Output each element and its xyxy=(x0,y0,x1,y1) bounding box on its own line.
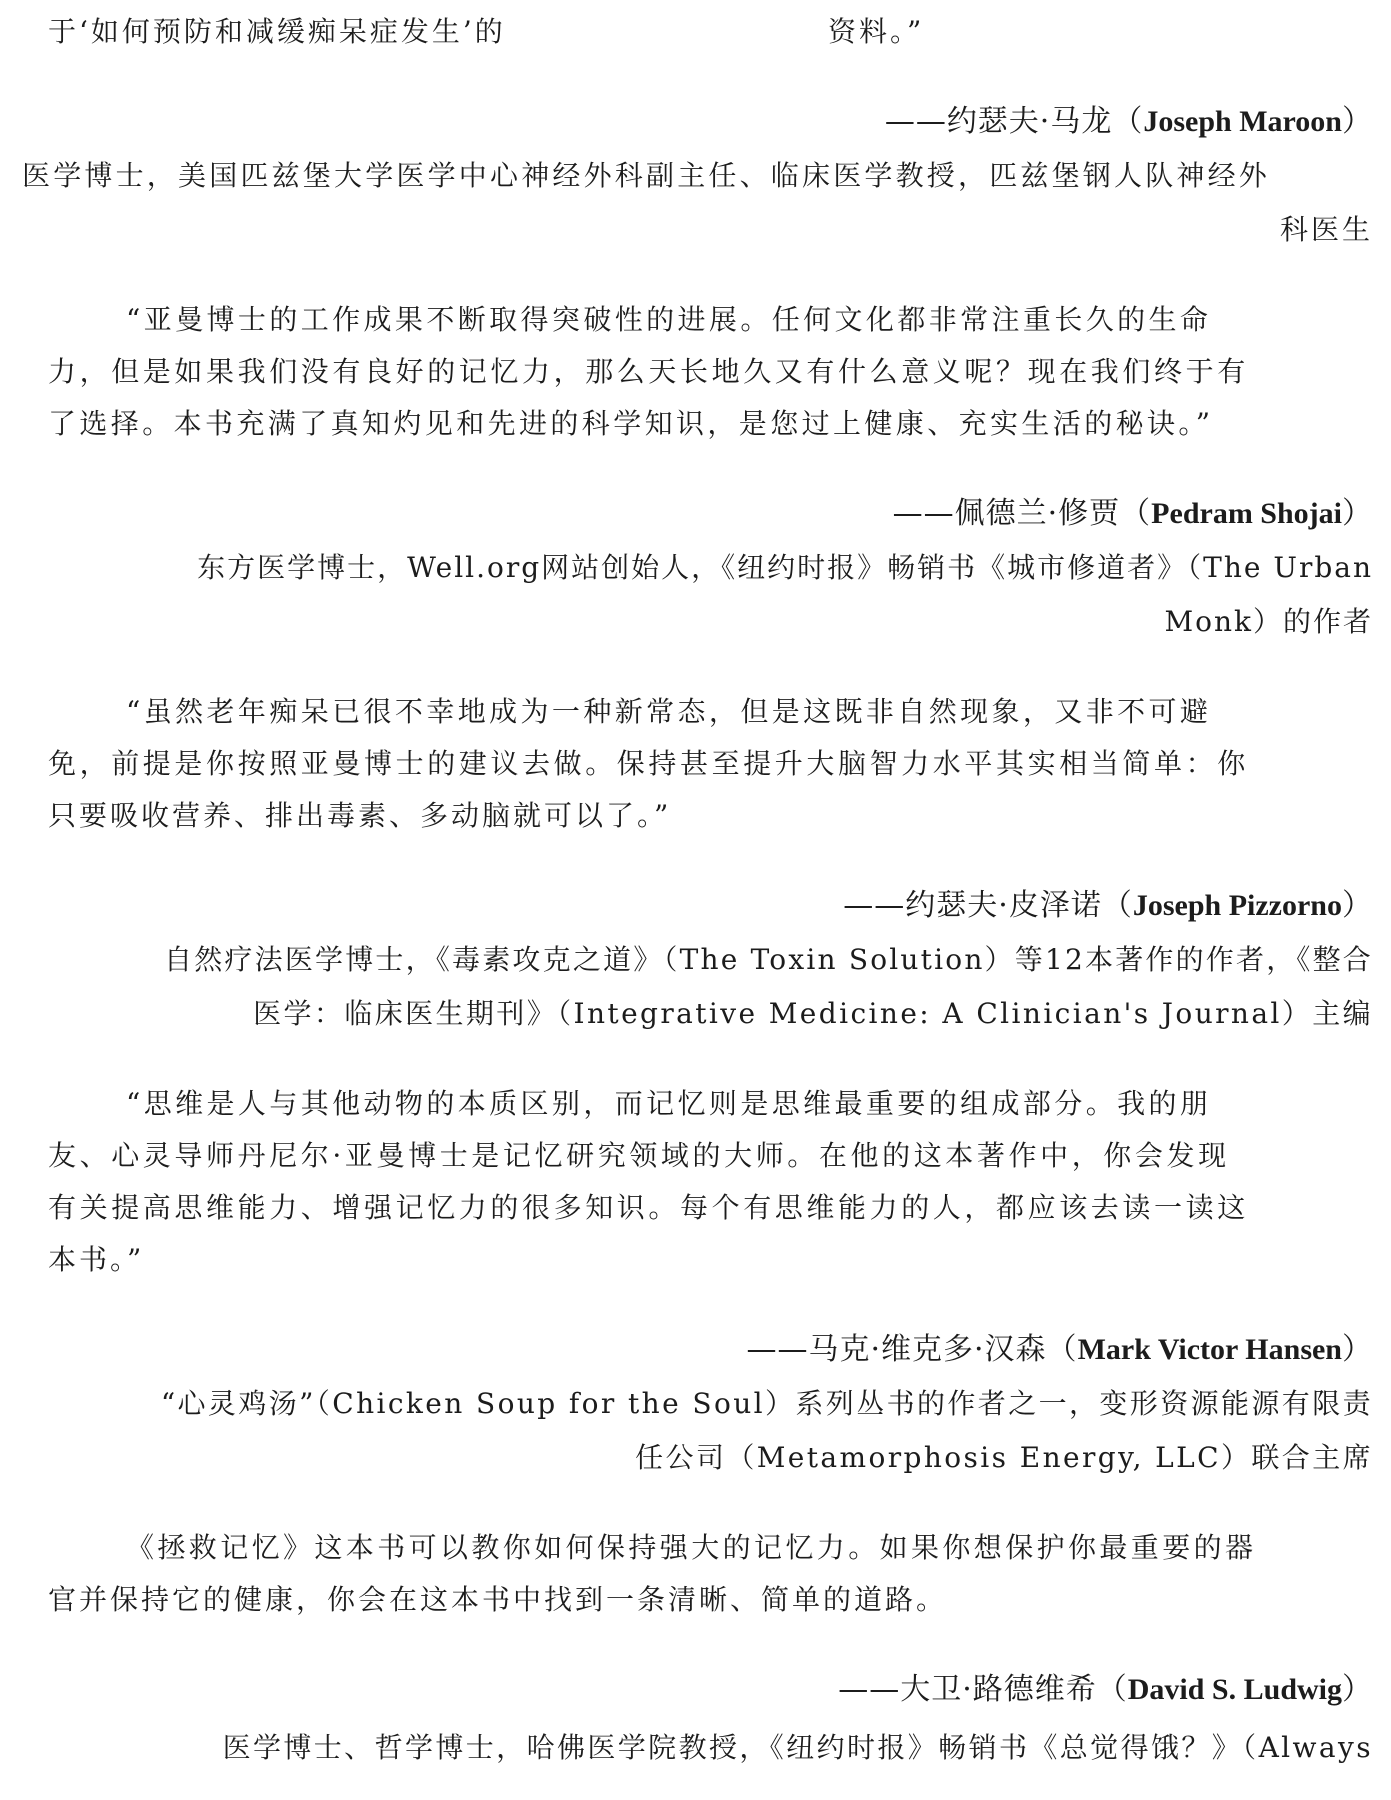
credential-shojai-2: Monk）的作者 xyxy=(1164,605,1373,638)
attribution-maroon xyxy=(885,104,1373,140)
quote-pizzorno-2: 免，前提是你按照亚曼博士的建议去做。保持甚至提升大脑智力水平其实相当简单：你 xyxy=(48,747,1249,780)
attribution-pizzorno-en: Joseph Pizzorno xyxy=(1132,889,1342,922)
attribution-pizzorno xyxy=(843,888,1373,924)
quote-ludwig-2: 官并保持它的健康，你会在这本书中找到一条清晰、简单的道路。 xyxy=(48,1583,948,1616)
quote-hansen-3: 有关提高思维能力、增强记忆力的很多知识。每个有思维能力的人，都应该去读一读这 xyxy=(48,1191,1249,1224)
attribution-hansen-close: ） xyxy=(1342,1332,1373,1367)
quote-pizzorno-1: “虽然老年痴呆已很不幸地成为一种新常态，但是这既非自然现象，又非不可避 xyxy=(126,695,1212,728)
quote-shojai-2: 力，但是如果我们没有良好的记忆力，那么天长地久又有什么意义呢？现在我们终于有 xyxy=(48,355,1249,388)
attribution-pizzorno-close: ） xyxy=(1342,888,1373,923)
credential-ludwig-1: 医学博士、哲学博士，哈佛医学院教授，《纽约时报》畅销书《总觉得饿？》（Always xyxy=(222,1731,1373,1764)
quote-hansen-4: 本书。” xyxy=(48,1243,145,1276)
attribution-shojai-en: Pedram Shojai xyxy=(1151,497,1342,530)
credential-hansen-1: “心灵鸡汤”（Chicken Soup for the Soul）系列丛书的作者之一，变形资源能源有限责 xyxy=(160,1387,1373,1420)
credential-pizzorno-2: 医学：临床医生期刊》（Integrative Medicine: A Clinician's Journal）主编 xyxy=(253,997,1373,1030)
quote-hansen-2: 友、心灵导师丹尼尔·亚曼博士是记忆研究领域的大师。在他的这本著作中，你会发现 xyxy=(48,1139,1230,1172)
credential-pizzorno-1: 自然疗法医学博士，《毒素攻克之道》（The Toxin Solution）等12本著作的作者，《整合 xyxy=(164,943,1373,976)
attribution-ludwig-close: ） xyxy=(1342,1672,1373,1707)
attribution-pizzorno-cn: ——约瑟夫·皮泽诺（ xyxy=(843,888,1133,923)
quote-shojai-3: 了选择。本书充满了真知灼见和先进的科学知识，是您过上健康、充实生活的秘诀。” xyxy=(48,407,1214,440)
attribution-hansen-cn: ——马克·维克多·汉森（ xyxy=(746,1332,1078,1367)
attribution-ludwig xyxy=(838,1672,1373,1708)
attribution-maroon-cn: ——约瑟夫·马龙（ xyxy=(884,104,1144,139)
top-line-fragment: 于‘如何预防和减缓痴呆症发生’的 xyxy=(48,15,506,48)
attribution-maroon-close: ） xyxy=(1342,104,1373,139)
attribution-hansen-en: Mark Victor Hansen xyxy=(1077,1333,1342,1366)
attribution-maroon-en: Joseph Maroon xyxy=(1143,105,1342,138)
attribution-shojai-close: ） xyxy=(1342,496,1373,531)
attribution-ludwig-en: David S. Ludwig xyxy=(1127,1673,1342,1706)
quote-ludwig-1: 《拯救记忆》这本书可以教你如何保持强大的记忆力。如果你想保护你最重要的器 xyxy=(126,1531,1257,1564)
attribution-ludwig-cn: ——大卫·路德维希（ xyxy=(838,1672,1128,1707)
attribution-shojai-cn: ——佩德兰·修贾（ xyxy=(892,496,1152,531)
credential-shojai-1: 东方医学博士，Well.org网站创始人，《纽约时报》畅销书《城市修道者》（The Urban xyxy=(197,551,1373,584)
credential-maroon-1: 医学博士，美国匹兹堡大学医学中心神经外科副主任、临床医学教授，匹兹堡钢人队神经外 xyxy=(22,159,1271,192)
quote-shojai-1: “亚曼博士的工作成果不断取得突破性的进展。任何文化都非常注重长久的生命 xyxy=(126,303,1212,336)
quote-hansen-1: “思维是人与其他动物的本质区别，而记忆则是思维最重要的组成部分。我的朋 xyxy=(126,1087,1212,1120)
attribution-hansen xyxy=(746,1332,1373,1368)
attribution-shojai xyxy=(893,496,1373,532)
credential-hansen-2: 任公司（Metamorphosis Energy, LLC）联合主席 xyxy=(635,1441,1373,1474)
top-line-ending: 资料。” xyxy=(828,15,925,48)
credential-maroon-2: 科医生 xyxy=(1279,213,1373,246)
quote-pizzorno-3: 只要吸收营养、排出毒素、多动脑就可以了。” xyxy=(48,799,672,832)
